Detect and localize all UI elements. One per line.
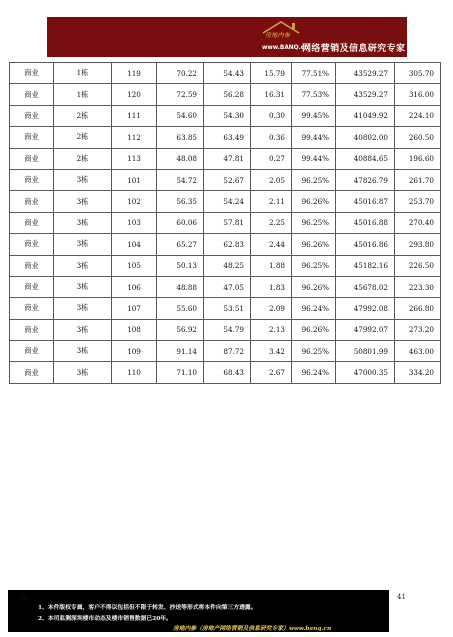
- table-cell: 68.43: [204, 362, 251, 383]
- table-cell: 2.09: [251, 298, 292, 319]
- table-cell: 50.13: [157, 255, 204, 276]
- table-cell: 223.30: [395, 276, 441, 297]
- table-cell: 57.81: [204, 212, 251, 233]
- table-cell: 1.88: [251, 255, 292, 276]
- brand-name: 房地内参: [265, 32, 291, 39]
- table-cell: 1.83: [251, 276, 292, 297]
- table-row: [10, 148, 441, 169]
- table-row: [10, 255, 441, 276]
- table-cell: 270.40: [395, 212, 441, 233]
- page-number: 41: [397, 593, 406, 601]
- table-cell: 45016.88: [336, 212, 395, 233]
- table-cell: 96.25%: [292, 341, 336, 362]
- note-item-1: 1、本件版权专属，客户不得以包括但不限于转发、抄送等形式将本件向第三方透露。: [38, 605, 257, 611]
- table-cell: 3栋: [54, 341, 112, 362]
- table-cell: 226.50: [395, 255, 441, 276]
- table-cell: 305.70: [395, 63, 441, 84]
- table-cell: 47826.79: [336, 169, 395, 190]
- table-cell: 62.83: [204, 234, 251, 255]
- table-cell: 2.13: [251, 319, 292, 340]
- table-cell: 96.24%: [292, 362, 336, 383]
- table-cell: 商业: [10, 63, 54, 84]
- table-cell: 96.25%: [292, 169, 336, 190]
- table-cell: 47.05: [204, 276, 251, 297]
- table-cell: 54.30: [204, 105, 251, 126]
- table-cell: 2.05: [251, 169, 292, 190]
- table-cell: 63.49: [204, 127, 251, 148]
- table-row: [10, 298, 441, 319]
- table-cell: 40884.65: [336, 148, 395, 169]
- table-cell: 2.67: [251, 362, 292, 383]
- table-cell: 商业: [10, 105, 54, 126]
- note-item-2: 2、本司监测深圳楼市动态及楼市销售数据已20年。: [38, 616, 172, 622]
- banner-title: 网络营销及信息研究专家: [302, 44, 406, 54]
- table-cell: 2栋: [54, 127, 112, 148]
- table-row: [10, 63, 441, 84]
- table-cell: 54.43: [204, 63, 251, 84]
- table-cell: 3栋: [54, 276, 112, 297]
- table-cell: 96.26%: [292, 191, 336, 212]
- table-cell: 104: [112, 234, 157, 255]
- table-cell: 99.45%: [292, 105, 336, 126]
- table-cell: 47992.08: [336, 298, 395, 319]
- table-cell: 261.70: [395, 169, 441, 190]
- table-row: [10, 212, 441, 233]
- table-cell: 463.00: [395, 341, 441, 362]
- table-row: [10, 362, 441, 383]
- table-cell: 2.25: [251, 212, 292, 233]
- table-cell: 96.24%: [292, 298, 336, 319]
- table-cell: 96.25%: [292, 212, 336, 233]
- table-cell: 77.53%: [292, 84, 336, 105]
- table-cell: 3栋: [54, 298, 112, 319]
- table-cell: 71.10: [157, 362, 204, 383]
- table-row: [10, 276, 441, 297]
- table-cell: 53.51: [204, 298, 251, 319]
- table-cell: 3栋: [54, 362, 112, 383]
- table-cell: 113: [112, 148, 157, 169]
- table-cell: 2.11: [251, 191, 292, 212]
- table-row: [10, 191, 441, 212]
- table-cell: 41049.92: [336, 105, 395, 126]
- table-cell: 商业: [10, 191, 54, 212]
- table-cell: 3栋: [54, 234, 112, 255]
- table-cell: 45678.02: [336, 276, 395, 297]
- table-cell: 55.60: [157, 298, 204, 319]
- table-cell: 45182.16: [336, 255, 395, 276]
- table-cell: 96.25%: [292, 255, 336, 276]
- table-cell: 48.88: [157, 276, 204, 297]
- table-cell: 48.25: [204, 255, 251, 276]
- table-cell: 63.85: [157, 127, 204, 148]
- table-cell: 273.20: [395, 319, 441, 340]
- table-cell: 334.20: [395, 362, 441, 383]
- table-cell: 105: [112, 255, 157, 276]
- table-cell: 87.72: [204, 341, 251, 362]
- table-cell: 109: [112, 341, 157, 362]
- table-cell: 54.79: [204, 319, 251, 340]
- table-cell: 52.67: [204, 169, 251, 190]
- table-cell: 45016.87: [336, 191, 395, 212]
- table-cell: 111: [112, 105, 157, 126]
- table-cell: 110: [112, 362, 157, 383]
- note-heading: 注：: [20, 593, 33, 601]
- table-cell: 107: [112, 298, 157, 319]
- table-cell: 45016.86: [336, 234, 395, 255]
- table-cell: 120: [112, 84, 157, 105]
- table-cell: 72.59: [157, 84, 204, 105]
- table-cell: 商业: [10, 255, 54, 276]
- table-cell: 65.27: [157, 234, 204, 255]
- table-cell: 70.22: [157, 63, 204, 84]
- table-cell: 3栋: [54, 212, 112, 233]
- table-cell: 60.06: [157, 212, 204, 233]
- table-cell: 91.14: [157, 341, 204, 362]
- table-cell: 0.27: [251, 148, 292, 169]
- table-cell: 96.26%: [292, 276, 336, 297]
- table-cell: 40802.00: [336, 127, 395, 148]
- site-url: www.BANQ.cn: [262, 45, 309, 51]
- table-cell: 3.42: [251, 341, 292, 362]
- table-row: [10, 105, 441, 126]
- table-cell: 56.28: [204, 84, 251, 105]
- table-cell: 商业: [10, 148, 54, 169]
- table-row: [10, 169, 441, 190]
- table-row: [10, 84, 441, 105]
- table-cell: 96.26%: [292, 319, 336, 340]
- table-cell: 108: [112, 319, 157, 340]
- table-cell: 15.79: [251, 63, 292, 84]
- table-cell: 260.50: [395, 127, 441, 148]
- table-cell: 47992.07: [336, 319, 395, 340]
- table-cell: 商业: [10, 276, 54, 297]
- table-cell: 106: [112, 276, 157, 297]
- table-cell: 43529.27: [336, 63, 395, 84]
- table-row: [10, 234, 441, 255]
- table-cell: 3栋: [54, 319, 112, 340]
- table-cell: 3栋: [54, 255, 112, 276]
- footer-brand-line: 房地内参（房地产网络营销及信息研究专家）www.banq.cn: [173, 626, 332, 632]
- table-cell: 商业: [10, 234, 54, 255]
- table-cell: 253.70: [395, 191, 441, 212]
- table-cell: 119: [112, 63, 157, 84]
- table-cell: 102: [112, 191, 157, 212]
- table-cell: 2栋: [54, 148, 112, 169]
- table-cell: 50801.99: [336, 341, 395, 362]
- table-cell: 2.44: [251, 234, 292, 255]
- table-cell: 商业: [10, 169, 54, 190]
- table-cell: 商业: [10, 362, 54, 383]
- table-cell: 1栋: [54, 84, 112, 105]
- table-cell: 47000.35: [336, 362, 395, 383]
- table-cell: 3栋: [54, 191, 112, 212]
- table-cell: 2栋: [54, 105, 112, 126]
- table-cell: 196.60: [395, 148, 441, 169]
- table-cell: 1栋: [54, 63, 112, 84]
- table-cell: 54.72: [157, 169, 204, 190]
- table-cell: 0.30: [251, 105, 292, 126]
- table-cell: 56.92: [157, 319, 204, 340]
- table-cell: 112: [112, 127, 157, 148]
- table-cell: 266.80: [395, 298, 441, 319]
- table-cell: 16.31: [251, 84, 292, 105]
- table-cell: 224.10: [395, 105, 441, 126]
- table-cell: 101: [112, 169, 157, 190]
- table-row: [10, 127, 441, 148]
- table-cell: 48.08: [157, 148, 204, 169]
- table-cell: 99.44%: [292, 148, 336, 169]
- table-row: [10, 319, 441, 340]
- table-cell: 商业: [10, 84, 54, 105]
- table-cell: 56.35: [157, 191, 204, 212]
- table-cell: 3栋: [54, 169, 112, 190]
- table-cell: 54.60: [157, 105, 204, 126]
- sales-data-table: [9, 62, 441, 384]
- table-cell: 商业: [10, 319, 54, 340]
- table-cell: 96.26%: [292, 234, 336, 255]
- table-cell: 316.00: [395, 84, 441, 105]
- table-cell: 47.81: [204, 148, 251, 169]
- table-row: [10, 341, 441, 362]
- table-cell: 商业: [10, 341, 54, 362]
- table-cell: 43529.27: [336, 84, 395, 105]
- table-cell: 商业: [10, 212, 54, 233]
- table-cell: 293.80: [395, 234, 441, 255]
- table-cell: 54.24: [204, 191, 251, 212]
- table-cell: 77.51%: [292, 63, 336, 84]
- table-cell: 0.36: [251, 127, 292, 148]
- table-cell: 99.44%: [292, 127, 336, 148]
- table-cell: 103: [112, 212, 157, 233]
- table-cell: 商业: [10, 298, 54, 319]
- header-banner: [47, 17, 407, 57]
- table-cell: 商业: [10, 127, 54, 148]
